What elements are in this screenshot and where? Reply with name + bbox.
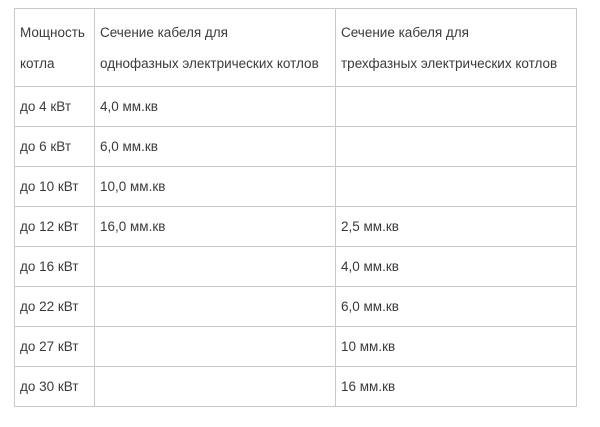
header-single-phase [95,9,336,87]
cell-three-phase [336,87,577,127]
cell-three-phase: 16 мм.кв [336,367,577,407]
cell-single-phase: 6,0 мм.кв [95,127,336,167]
cell-power: до 4 кВт [15,87,95,127]
cell-three-phase: 10 мм.кв [336,327,577,367]
cell-three-phase [336,127,577,167]
cell-single-phase: 4,0 мм.кв [95,87,336,127]
table-row [15,167,577,207]
table-row [15,327,577,367]
header-line: трехфазных электрических котлов [341,55,558,71]
cell-three-phase [336,167,577,207]
header-line: однофазных электрических котлов [100,55,319,71]
cell-single-phase [95,247,336,287]
table-row [15,247,577,287]
cell-power: до 6 кВт [15,127,95,167]
cell-single-phase [95,287,336,327]
header-line: Мощность [20,24,85,40]
cell-three-phase: 2,5 мм.кв [336,207,577,247]
cell-power: до 30 кВт [15,367,95,407]
cell-single-phase [95,327,336,367]
cable-section-table [14,8,577,407]
header-line: Сечение кабеля для [341,24,469,40]
cell-three-phase: 6,0 мм.кв [336,287,577,327]
cell-power: до 12 кВт [15,207,95,247]
header-three-phase [336,9,577,87]
header-boiler-power [15,9,95,87]
table-row [15,207,577,247]
table-row [15,367,577,407]
table-row [15,87,577,127]
header-line: котла [20,55,55,71]
table-header-row [15,9,577,87]
table-row [15,127,577,167]
cropped-text-above [0,0,600,4]
cell-single-phase: 16,0 мм.кв [95,207,336,247]
cell-single-phase: 10,0 мм.кв [95,167,336,207]
cell-power: до 10 кВт [15,167,95,207]
cell-power: до 22 кВт [15,287,95,327]
cell-power: до 27 кВт [15,327,95,367]
header-line: Сечение кабеля для [100,24,228,40]
cell-three-phase: 4,0 мм.кв [336,247,577,287]
table-row [15,287,577,327]
cell-power: до 16 кВт [15,247,95,287]
cell-single-phase [95,367,336,407]
